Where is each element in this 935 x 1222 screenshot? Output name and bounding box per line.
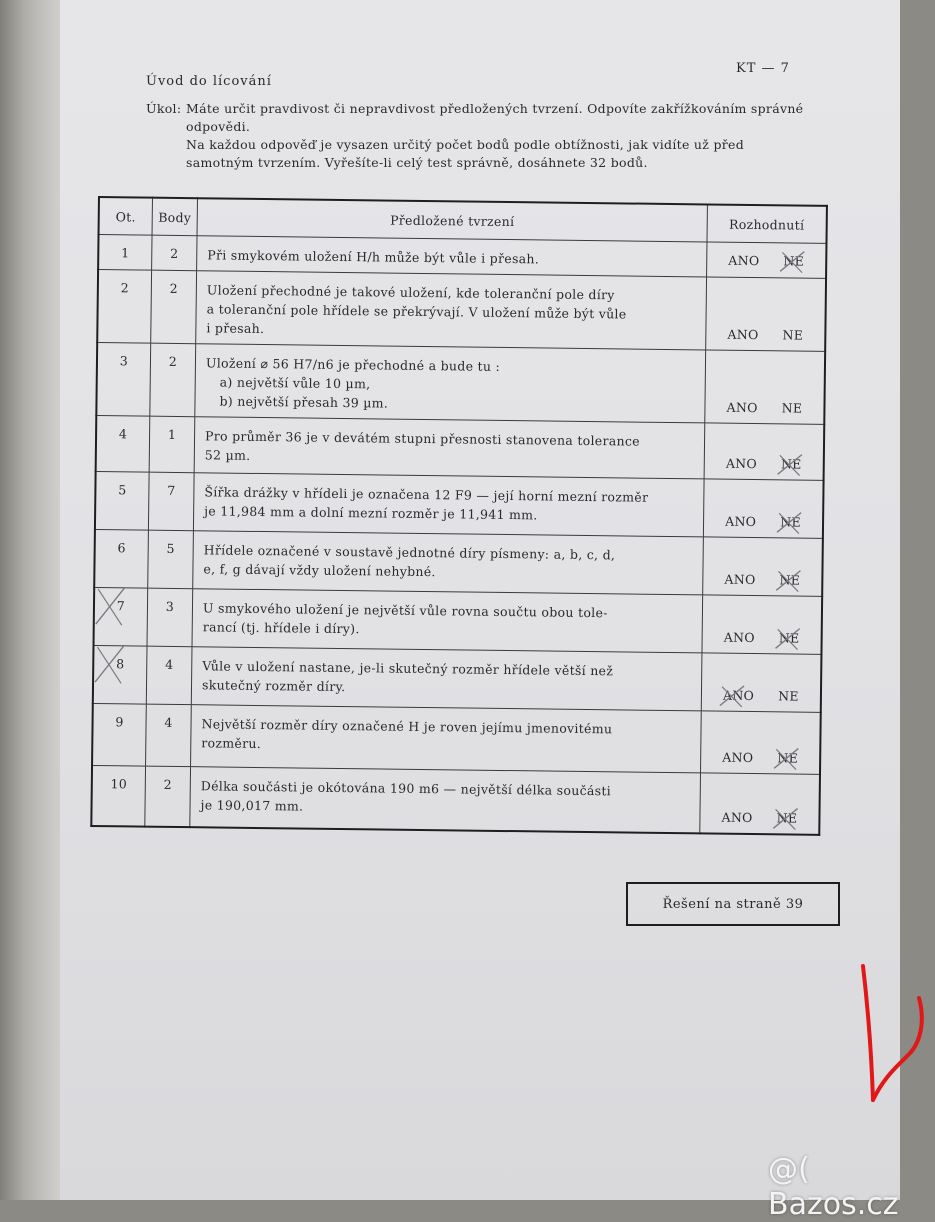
page-edge-shadow bbox=[0, 0, 60, 1200]
statement-line: rozměru. bbox=[201, 735, 262, 752]
decision-cell bbox=[707, 242, 827, 278]
answer-no-label: NE bbox=[780, 514, 802, 530]
table-row bbox=[92, 703, 821, 774]
quiz-table bbox=[90, 196, 828, 835]
points-value: 4 bbox=[146, 646, 192, 705]
document-page bbox=[60, 0, 900, 1222]
answer-yes-option[interactable] bbox=[722, 630, 757, 645]
answer-yes-label: ANO bbox=[722, 687, 755, 704]
answer-yes-label: ANO bbox=[721, 809, 753, 825]
decision-cell bbox=[701, 653, 821, 712]
answer-yes-option[interactable] bbox=[720, 750, 755, 765]
answer-no-option[interactable] bbox=[779, 456, 804, 471]
header-decision: Rozhodnutí bbox=[707, 204, 827, 243]
decision-cell bbox=[703, 537, 823, 596]
header-question-number: Ot. bbox=[99, 197, 153, 235]
answer-no-label: NE bbox=[781, 400, 803, 416]
statement-text bbox=[190, 767, 701, 833]
question-number-value: 2 bbox=[120, 280, 130, 296]
statement-line: rancí (tj. hřídele i díry). bbox=[202, 619, 360, 637]
question-number-value: 1 bbox=[121, 245, 130, 261]
answer-yes-option[interactable] bbox=[723, 514, 758, 529]
decision-cell bbox=[704, 423, 824, 480]
statement-line: Vůle v uložení nastane, je-li skutečný rozměr hřídele větší než bbox=[202, 658, 614, 679]
statement-line: Šířka drážky v hřídeli je označena 12 F9 — její horní mezní rozměr bbox=[204, 484, 649, 505]
decision-cell bbox=[703, 479, 823, 538]
decision-cell bbox=[700, 711, 820, 774]
question-number-value: 5 bbox=[118, 482, 127, 498]
decision-cell bbox=[700, 773, 820, 834]
question-number-value: 9 bbox=[115, 714, 124, 730]
answer-no-label: NE bbox=[777, 750, 799, 766]
statement-line: Uložení přechodné je takové uložení, kde toleranční pole díry bbox=[206, 282, 615, 303]
question-number bbox=[96, 343, 150, 417]
statement-line: je 190,017 mm. bbox=[200, 797, 304, 814]
statement-line: Pro průměr 36 je v devátém stupni přesnosti stanovena tolerance bbox=[204, 428, 640, 449]
statement-line: i přesah. bbox=[206, 320, 265, 337]
table-row bbox=[96, 415, 825, 480]
table-row bbox=[94, 529, 823, 596]
answer-yes-label: ANO bbox=[724, 571, 756, 588]
question-number-value: 4 bbox=[118, 426, 128, 442]
points-value: 2 bbox=[152, 235, 197, 271]
answer-yes-label: ANO bbox=[722, 749, 754, 766]
answer-no-option[interactable] bbox=[778, 514, 803, 529]
points-value: 2 bbox=[151, 270, 197, 344]
task-text bbox=[186, 100, 806, 172]
answer-yes-label: ANO bbox=[723, 629, 755, 646]
answer-no-option[interactable] bbox=[777, 630, 802, 645]
statement-text bbox=[193, 531, 704, 595]
decision-cell bbox=[705, 350, 825, 424]
answer-yes-label: ANO bbox=[725, 513, 757, 530]
header-points: Body bbox=[152, 198, 197, 236]
question-number bbox=[91, 765, 145, 826]
question-number-value: 8 bbox=[116, 656, 125, 672]
table-row bbox=[97, 270, 826, 352]
answer-no-label: NE bbox=[778, 688, 799, 704]
points-value: 5 bbox=[148, 530, 194, 589]
answer-yes-label: ANO bbox=[728, 252, 760, 268]
statement-text bbox=[196, 271, 707, 350]
statement-line: b) největší přesah 39 µm. bbox=[219, 393, 389, 411]
statement-line: U smykového uložení je největší vůle rovna součtu obou tole- bbox=[202, 600, 608, 621]
statement-line: je 11,984 mm a dolní mezní rozměr je 11,941 mm. bbox=[204, 503, 538, 523]
statement-line: skutečný rozměr díry. bbox=[201, 677, 346, 695]
answer-no-option[interactable] bbox=[780, 400, 805, 415]
answer-yes-option[interactable] bbox=[719, 809, 754, 824]
statement-line: Hřídele označené v soustavě jednotné díry písmeny: a, b, c, d, bbox=[203, 542, 616, 563]
task-label: Úkol: bbox=[146, 101, 182, 116]
points-value: 4 bbox=[146, 704, 192, 767]
table-row bbox=[96, 343, 825, 425]
statement-line: Největší rozměr díry označené H je roven jejímu jmenovitému bbox=[201, 716, 613, 737]
question-number bbox=[95, 471, 149, 530]
answer-yes-option[interactable] bbox=[725, 327, 760, 342]
statement-text bbox=[191, 647, 702, 711]
answer-no-label: NE bbox=[782, 327, 804, 343]
task-line-2: Na každou odpověď je vysazen určitý počet bodů podle obtížnosti, jak vidíte už před samotným tvrzením. Vyřešíte-li celý test správně, dosáhnete 32 bodů. bbox=[186, 137, 745, 170]
red-pen-mark-icon bbox=[855, 960, 935, 1110]
header-statement: Předložené tvrzení bbox=[197, 198, 707, 242]
points-value: 2 bbox=[145, 766, 191, 827]
question-number bbox=[92, 703, 146, 766]
answer-yes-option[interactable] bbox=[721, 688, 756, 703]
answer-no-label: NE bbox=[778, 630, 800, 646]
statement-text bbox=[195, 344, 706, 423]
answer-no-option[interactable] bbox=[781, 253, 806, 268]
statement-line: 52 µm. bbox=[204, 447, 251, 463]
question-number-value: 3 bbox=[119, 353, 129, 369]
points-value: 2 bbox=[150, 343, 196, 417]
answer-no-option[interactable] bbox=[777, 572, 802, 587]
section-title: Úvod do lícování bbox=[146, 74, 272, 89]
question-number-value: 6 bbox=[117, 540, 126, 556]
answer-yes-option[interactable] bbox=[724, 456, 759, 471]
answer-yes-label: ANO bbox=[727, 326, 759, 343]
points-value: 3 bbox=[147, 588, 193, 647]
table-row bbox=[91, 765, 820, 834]
task-line-1: Máte určit pravdivost či nepravdivost předložených tvrzení. Odpovíte zakřížkováním správné odpovědi. bbox=[186, 101, 804, 134]
question-number bbox=[94, 587, 148, 646]
answer-no-label: NE bbox=[780, 456, 802, 472]
statement-line: e, f, g dávají vždy uložení nehybné. bbox=[203, 561, 436, 580]
answer-no-label: NE bbox=[783, 252, 805, 269]
table-row bbox=[93, 645, 822, 712]
statement-line: Uložení ⌀ 56 H7/n6 je přechodné a bude tu : bbox=[205, 355, 501, 374]
question-number bbox=[94, 529, 148, 588]
answer-no-option[interactable] bbox=[775, 750, 800, 765]
statement-line: Délka součásti je okótována 190 m6 — největší délka součásti bbox=[200, 778, 612, 799]
answer-no-label: NE bbox=[779, 572, 801, 588]
statement-text bbox=[192, 589, 703, 653]
answer-no-label: NE bbox=[776, 809, 798, 826]
table-row bbox=[94, 587, 823, 654]
question-number-value: 7 bbox=[116, 598, 126, 614]
points-value: 7 bbox=[148, 472, 194, 531]
table-row bbox=[95, 471, 824, 538]
answer-no-option[interactable] bbox=[775, 810, 800, 825]
answer-no-option[interactable] bbox=[780, 327, 805, 342]
decision-cell bbox=[702, 595, 822, 654]
statement-line: a) největší vůle 10 µm, bbox=[219, 374, 371, 392]
page-code: KT — 7 bbox=[736, 61, 790, 76]
answer-yes-option[interactable] bbox=[724, 400, 759, 415]
answer-yes-option[interactable] bbox=[722, 572, 757, 587]
statement-text bbox=[193, 473, 704, 537]
question-number-value: 10 bbox=[110, 776, 128, 792]
statement-text bbox=[191, 705, 702, 773]
question-number bbox=[93, 645, 147, 704]
watermark: @( Bazos.cz bbox=[768, 1152, 899, 1222]
statement-text bbox=[194, 417, 705, 479]
answer-yes-option[interactable] bbox=[726, 252, 761, 267]
question-number bbox=[98, 235, 152, 271]
answer-yes-label: ANO bbox=[726, 399, 758, 416]
question-number bbox=[97, 270, 151, 344]
question-number bbox=[96, 415, 150, 472]
solution-reference-box: Řešení na straně 39 bbox=[626, 882, 840, 926]
points-value: 1 bbox=[149, 416, 195, 473]
statement-line: Při smykovém uložení H/h může být vůle i přesah. bbox=[207, 247, 540, 267]
answer-no-option[interactable] bbox=[776, 688, 801, 703]
statement-line: a toleranční pole hřídele se překrývají. V uložení může být vůle bbox=[206, 301, 627, 322]
decision-cell bbox=[706, 277, 826, 351]
answer-yes-label: ANO bbox=[725, 455, 758, 472]
